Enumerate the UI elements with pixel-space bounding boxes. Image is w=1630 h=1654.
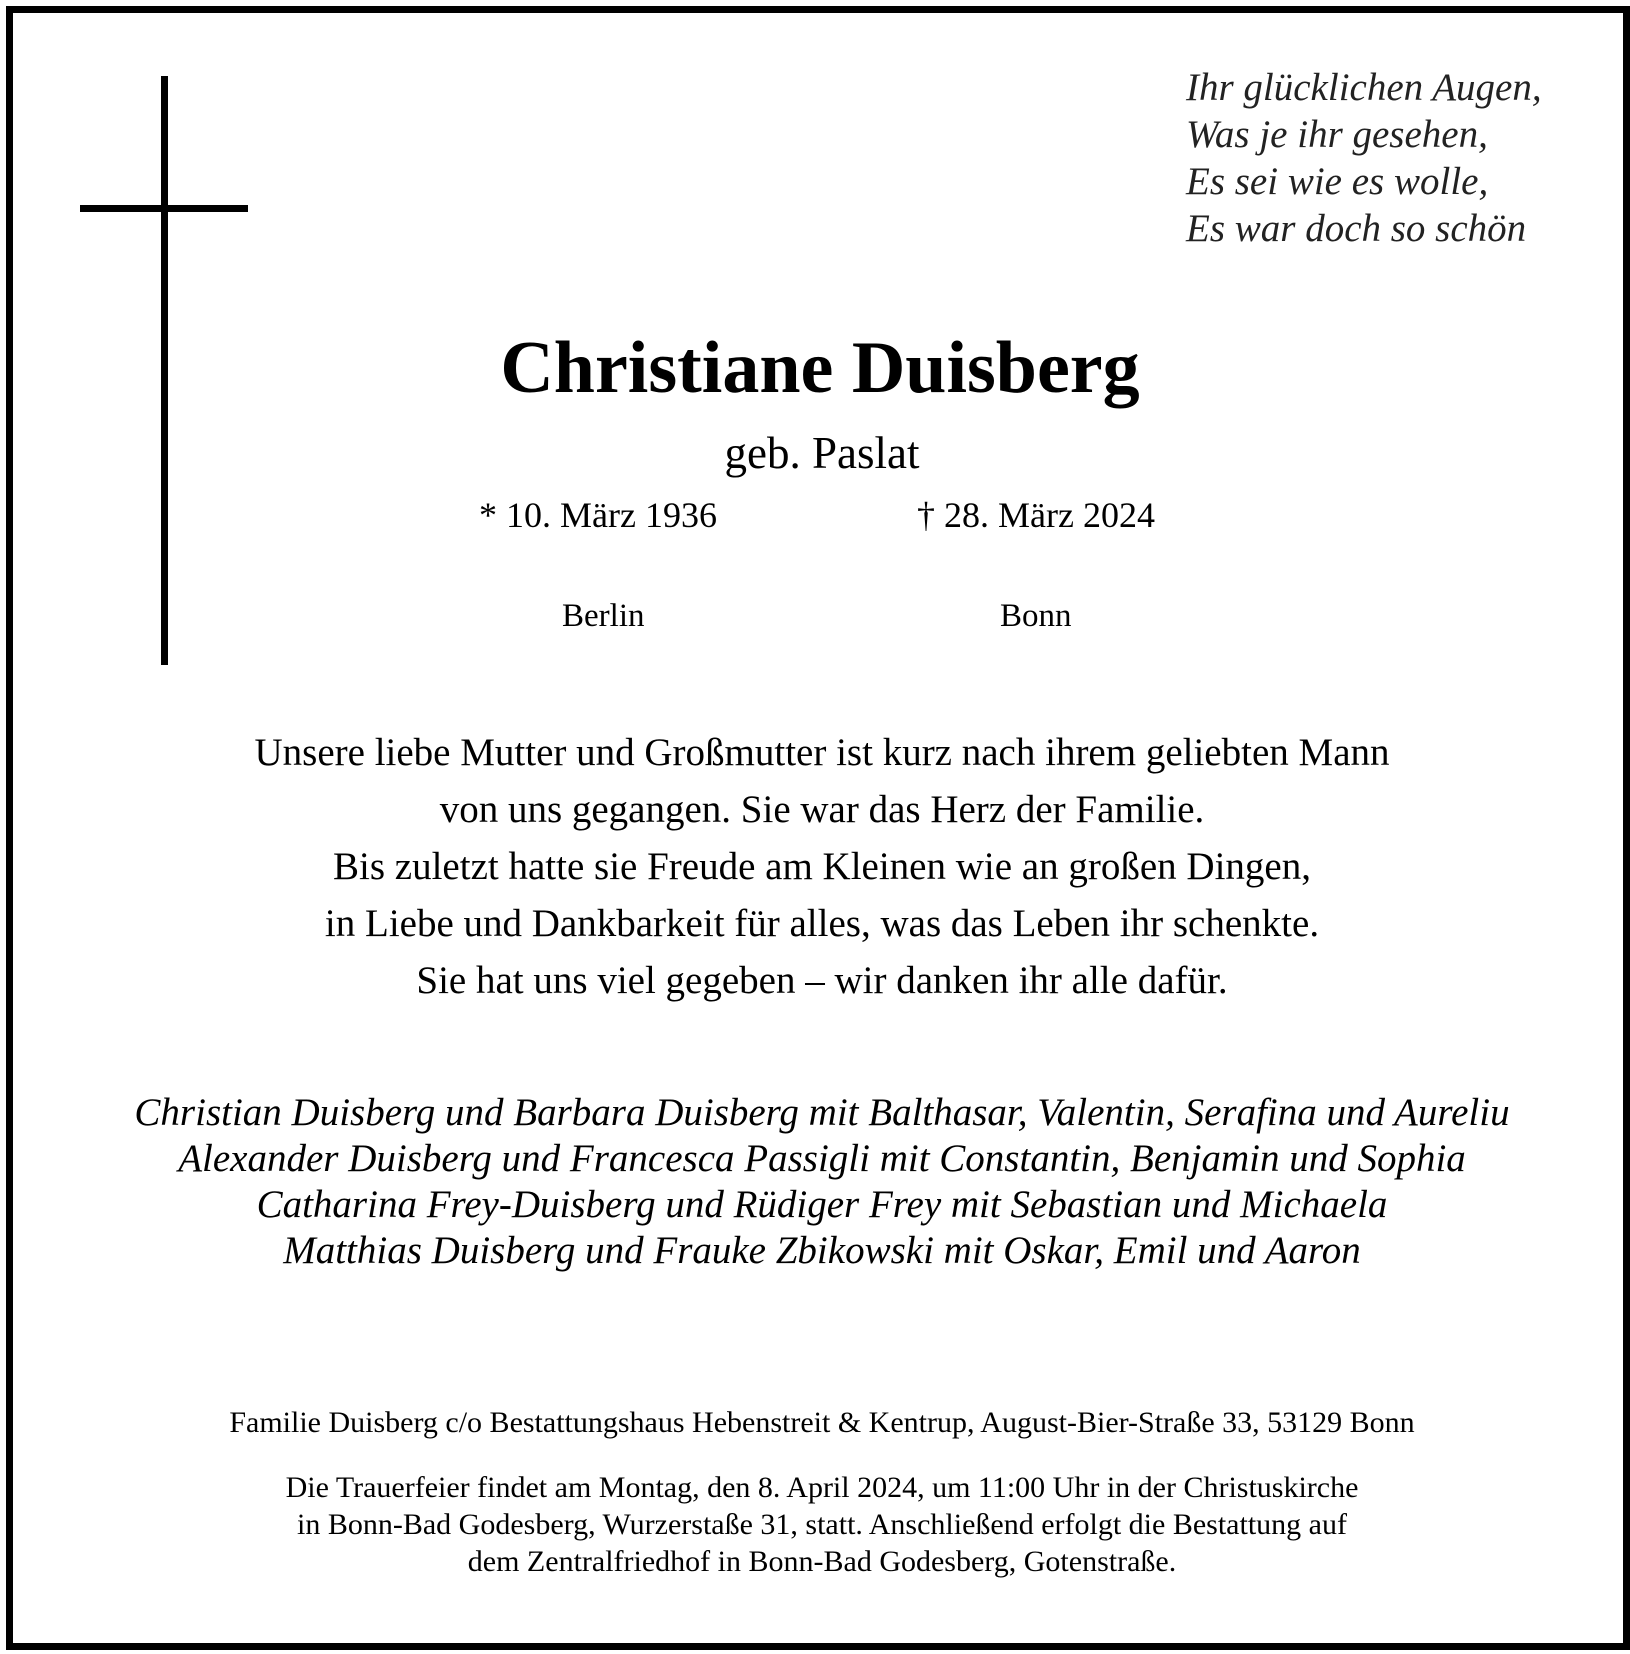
service-line: Die Trauerfeier findet am Montag, den 8. April 2024, um 11:00 Uhr in der Christuskirche — [285, 1471, 1359, 1504]
memorial-message — [0, 724, 1630, 1009]
message-line: von uns gegangen. Sie war das Herz der Familie. — [439, 788, 1205, 831]
family-line: Catharina Frey-Duisberg und Rüdiger Frey mit Sebastian und Michaela — [256, 1183, 1388, 1226]
death-place: Bonn — [1000, 598, 1072, 634]
family-line: Christian Duisberg und Barbara Duisberg mit Balthasar, Valentin, Serafina und Aureliu — [134, 1091, 1510, 1134]
poem-line: Es war doch so schön — [1186, 207, 1527, 250]
message-line: Bis zuletzt hatte sie Freude am Kleinen wie an großen Dingen, — [333, 845, 1311, 888]
family-mourners — [0, 1090, 1630, 1274]
family-line: Matthias Duisberg und Frauke Zbikowski mit Oskar, Emil und Aaron — [283, 1229, 1361, 1272]
deceased-name: Christiane Duisberg — [500, 327, 1140, 409]
poem-line: Was je ihr gesehen, — [1186, 113, 1488, 156]
funeral-service-info — [0, 1469, 1630, 1580]
contact-address: Familie Duisberg c/o Bestattungshaus Hebenstreit & Kentrup, August-Bier-Straße 33, 53129 Bonn — [229, 1406, 1415, 1439]
birth-name: geb. Paslat — [724, 428, 920, 478]
birth-date: * 10. März 1936 — [479, 495, 717, 535]
poem-line: Es sei wie es wolle, — [1186, 160, 1489, 203]
service-line: in Bonn-Bad Godesberg, Wurzerstaße 31, statt. Anschließend erfolgt die Bestattung auf — [297, 1508, 1347, 1541]
message-line: in Liebe und Dankbarkeit für alles, was das Leben ihr schenkte. — [324, 902, 1320, 945]
message-line: Unsere liebe Mutter und Großmutter ist kurz nach ihrem geliebten Mann — [254, 731, 1390, 774]
death-date: † 28. März 2024 — [917, 495, 1155, 535]
birth-place: Berlin — [562, 598, 645, 634]
poem-line: Ihr glücklichen Augen, — [1186, 66, 1542, 109]
cross-icon-horizontal-bar — [80, 205, 248, 212]
poem — [1186, 64, 1542, 252]
family-line: Alexander Duisberg und Francesca Passigli mit Constantin, Benjamin und Sophia — [178, 1137, 1466, 1180]
message-line: Sie hat uns viel gegeben – wir danken ihr alle dafür. — [416, 959, 1228, 1002]
service-line: dem Zentralfriedhof in Bonn-Bad Godesberg, Gotenstraße. — [467, 1545, 1177, 1578]
